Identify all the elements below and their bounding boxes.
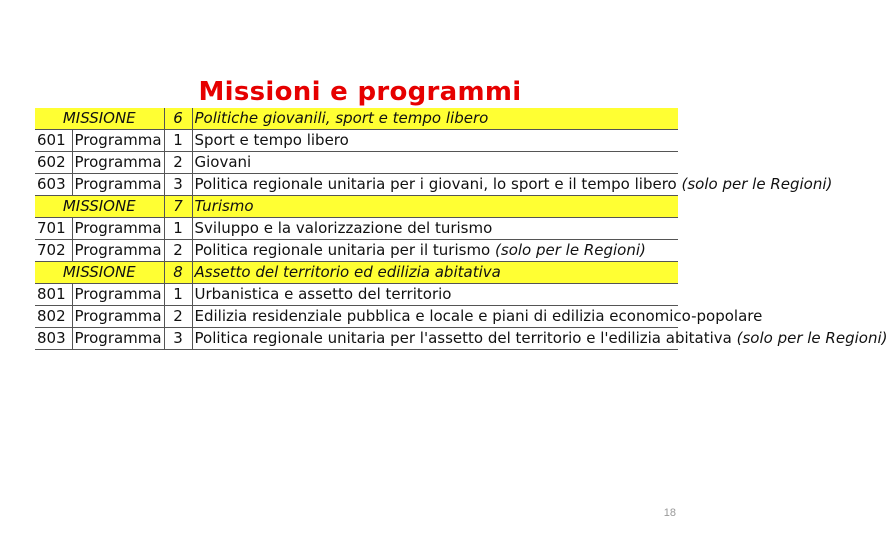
program-row [35,240,678,262]
program-code: 803 [35,328,72,350]
table-body [35,108,887,350]
program-description [192,240,678,262]
program-label: Programma [72,218,164,240]
mission-number: 8 [164,262,192,284]
mission-description [192,196,678,218]
program-label: Programma [72,328,164,350]
program-description [192,174,833,196]
page-number: 18 [663,507,676,519]
mission-description [192,108,678,130]
program-row [35,218,678,240]
program-code: 802 [35,306,72,328]
description-text: Turismo [194,197,254,215]
program-number: 3 [164,174,192,196]
mission-description [192,262,678,284]
program-label: Programma [72,130,164,152]
description-text: Sviluppo e la valorizzazione del turismo [194,219,493,237]
description-text: Politiche giovanili, sport e tempo libero [194,109,489,127]
program-label: Programma [72,152,164,174]
description-note: (solo per le Regioni) [681,175,833,193]
program-row [35,284,678,306]
mission-row [35,108,678,130]
description-text: Giovani [194,153,252,171]
mission-row [35,196,678,218]
program-description [192,152,678,174]
program-code: 601 [35,130,72,152]
program-number: 1 [164,130,192,152]
description-note: (solo per le Regioni) [736,329,887,347]
program-row [35,174,678,196]
mission-label: MISSIONE [35,262,164,284]
program-number: 2 [164,306,192,328]
program-code: 701 [35,218,72,240]
description-note: (solo per le Regioni) [495,241,646,259]
description-text: Assetto del territorio ed edilizia abitativa [194,263,501,281]
mission-label: MISSIONE [35,196,164,218]
program-code: 602 [35,152,72,174]
missions-programs-table [35,108,887,350]
program-row [35,328,678,350]
program-number: 1 [164,218,192,240]
mission-number: 7 [164,196,192,218]
program-label: Programma [72,306,164,328]
description-text: Edilizia residenziale pubblica e locale e piani di edilizia economico-popolare [194,307,763,325]
program-label: Programma [72,240,164,262]
mission-label: MISSIONE [35,108,164,130]
description-text: Politica regionale unitaria per i giovani, lo sport e il tempo libero [194,175,677,193]
program-code: 603 [35,174,72,196]
program-label: Programma [72,284,164,306]
program-description [192,328,887,350]
mission-number: 6 [164,108,192,130]
program-number: 2 [164,152,192,174]
program-number: 2 [164,240,192,262]
description-text: Politica regionale unitaria per il turismo [194,241,491,259]
program-row [35,152,678,174]
program-number: 3 [164,328,192,350]
program-number: 1 [164,284,192,306]
program-code: 702 [35,240,72,262]
program-description [192,218,678,240]
description-text: Sport e tempo libero [194,131,349,149]
description-text: Politica regionale unitaria per l'assetto del territorio e l'edilizia abitativa [194,329,732,347]
program-row [35,306,678,328]
program-code: 801 [35,284,72,306]
program-description [192,284,678,306]
slide-title: Missioni e programmi [198,77,522,107]
mission-row [35,262,678,284]
program-row [35,130,678,152]
program-label: Programma [72,174,164,196]
program-description [192,306,763,328]
description-text: Urbanistica e assetto del territorio [194,285,452,303]
program-description [192,130,678,152]
